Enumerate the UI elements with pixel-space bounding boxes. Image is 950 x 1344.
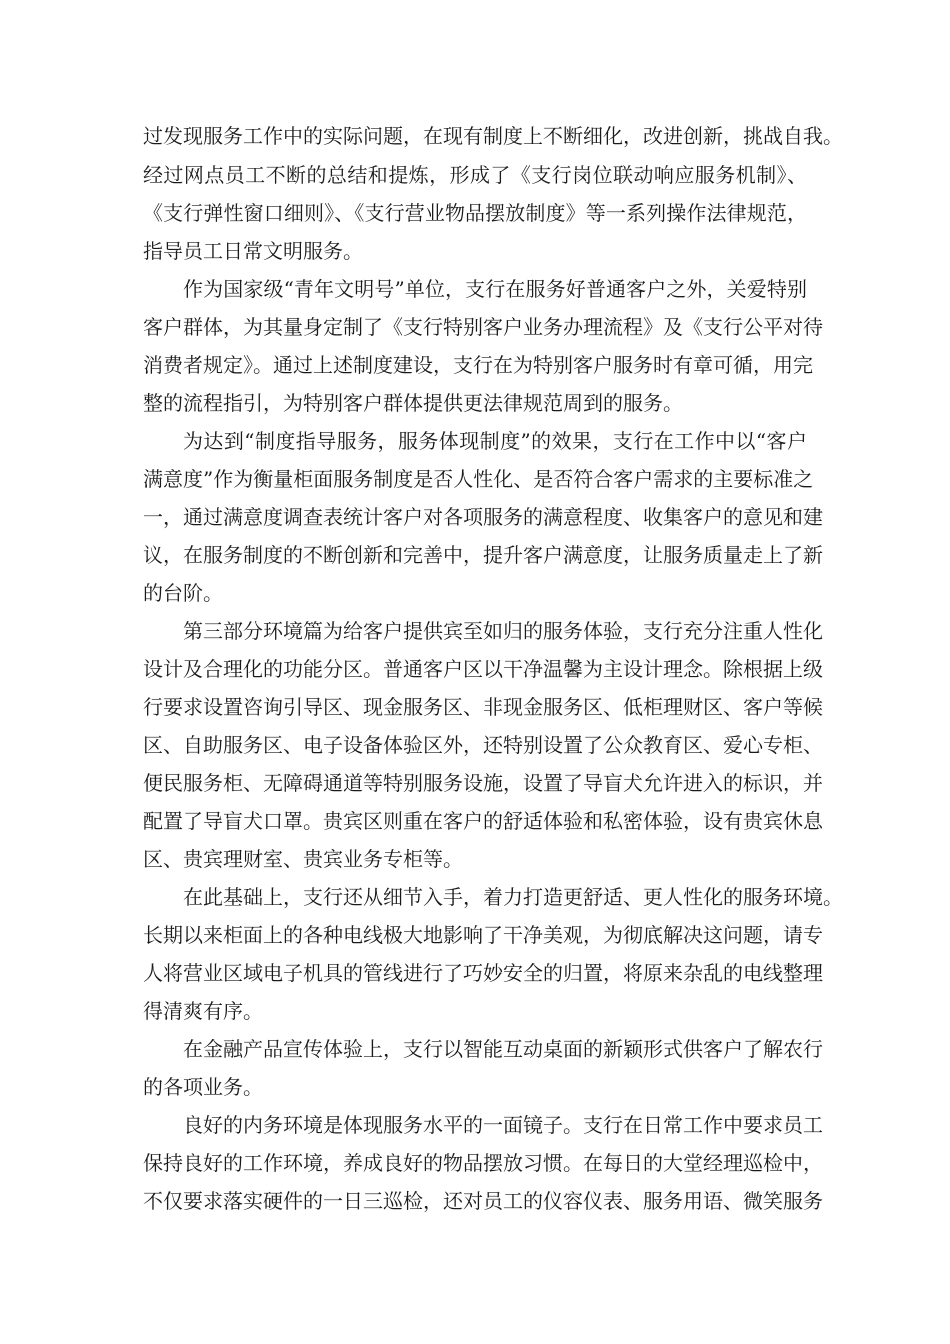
text-line: 不仅要求落实硬件的一日三巡检，还对员工的仪容仪表、服务用语、微笑服务 — [143, 1189, 823, 1213]
text-line: 过发现服务工作中的实际问题，在现有制度上不断细化，改进创新，挑战自我。 — [143, 124, 843, 148]
text-line: 满意度”作为衡量柜面服务制度是否人性化、是否符合客户需求的主要标准之 — [143, 467, 814, 491]
text-line: 行要求设置咨询引导区、现金服务区、非现金服务区、低柜理财区、客户等候 — [143, 695, 823, 719]
text-line: 得清爽有序。 — [143, 999, 263, 1023]
text-line: 区、贵宾理财室、贵宾业务专柜等。 — [143, 847, 463, 871]
text-line: 指导员工日常文明服务。 — [143, 239, 363, 263]
text-line: 在金融产品宣传体验上，支行以智能互动桌面的新颖形式供客户了解农行 — [183, 1037, 823, 1061]
text-line: 配置了导盲犬口罩。贵宾区则重在客户的舒适体验和私密体验，设有贵宾休息 — [143, 809, 823, 833]
text-line: 设计及合理化的功能分区。普通客户区以干净温馨为主设计理念。除根据上级 — [143, 657, 823, 681]
text-line: 在此基础上，支行还从细节入手，着力打造更舒适、更人性化的服务环境。 — [183, 885, 843, 909]
text-line: 便民服务柜、无障碍通道等特别服务设施，设置了导盲犬允许进入的标识，并 — [143, 771, 823, 795]
text-line: 经过网点员工不断的总结和提炼，形成了《支行岗位联动响应服务机制》、 — [143, 163, 807, 187]
text-line: 消费者规定》。通过上述制度建设，支行在为特别客户服务时有章可循，用完 — [143, 353, 813, 377]
text-line: 一，通过满意度调查表统计客户对各项服务的满意程度、收集客户的意见和建 — [143, 505, 823, 529]
text-line: 《支行弹性窗口细则》、《支行营业物品摆放制度》等一系列操作法律规范， — [143, 201, 807, 225]
text-line: 区、自助服务区、电子设备体验区外，还特别设置了公众教育区、爱心专柜、 — [143, 733, 823, 757]
text-line: 第三部分环境篇为给客户提供宾至如归的服务体验，支行充分注重人性化 — [183, 619, 823, 643]
text-line: 作为国家级“青年文明号”单位，支行在服务好普通客户之外，关爱特别 — [183, 277, 807, 301]
text-line: 议，在服务制度的不断创新和完善中，提升客户满意度，让服务质量走上了新 — [143, 543, 823, 567]
text-line: 良好的内务环境是体现服务水平的一面镜子。支行在日常工作中要求员工 — [183, 1113, 823, 1137]
text-line: 的台阶。 — [143, 581, 223, 605]
text-line: 长期以来柜面上的各种电线极大地影响了干净美观，为彻底解决这问题，请专 — [143, 923, 823, 947]
text-line: 保持良好的工作环境，养成良好的物品摆放习惯。在每日的大堂经理巡检中， — [143, 1151, 823, 1175]
text-line: 人将营业区域电子机具的管线进行了巧妙安全的归置，将原来杂乱的电线整理 — [143, 961, 823, 985]
text-line: 的各项业务。 — [143, 1075, 263, 1099]
text-line: 整的流程指引，为特别客户群体提供更法律规范周到的服务。 — [143, 391, 683, 415]
text-line: 客户群体，为其量身定制了《支行特别客户业务办理流程》及《支行公平对待 — [143, 315, 823, 339]
text-line: 为达到“制度指导服务，服务体现制度”的效果，支行在工作中以“客户 — [183, 429, 807, 453]
